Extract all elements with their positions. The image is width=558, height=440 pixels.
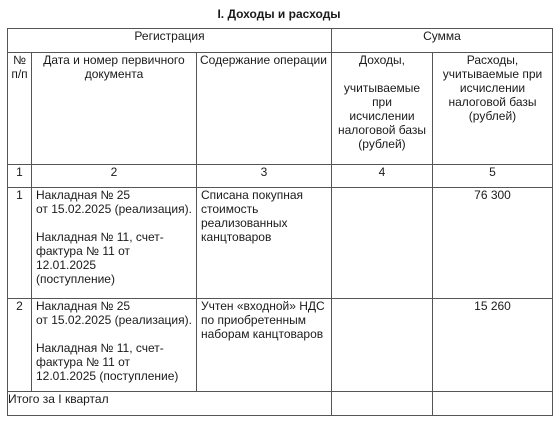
- header-row-columns: [8, 53, 553, 165]
- row-operation: Учтен «входной» НДС по приобретенным наборам канцтоваров: [197, 299, 332, 392]
- row-number: 1: [8, 188, 32, 299]
- header-row-top: [8, 29, 553, 53]
- row-number: 2: [8, 299, 32, 392]
- income-expense-table: [7, 28, 553, 416]
- total-expense: [433, 392, 553, 416]
- col-header-expense: Расходы, учитываемые при исчислении налоговой базы (рублей): [433, 53, 553, 165]
- column-number: 2: [32, 165, 197, 188]
- row-operation: Списана покупная стоимость реализованных канцтоваров: [197, 188, 332, 299]
- document-receipt: Накладная № 11, счет- фактура № 11 от 12.01.2025 (поступление): [36, 230, 164, 286]
- total-income: [332, 392, 433, 416]
- col-header-operation: Содержание операции: [197, 53, 332, 165]
- row-document: [32, 188, 197, 299]
- total-row: [8, 392, 553, 416]
- table-row: [8, 299, 553, 392]
- col-header-num: № п/п: [8, 53, 32, 165]
- document-sale: Накладная № 25 от 15.02.2025 (реализация).: [36, 188, 192, 216]
- row-document: [32, 299, 197, 392]
- document-sale: Накладная № 25 от 15.02.2025 (реализация).: [36, 299, 192, 327]
- row-expense: 15 260: [433, 299, 553, 392]
- col-header-income: Доходы, учитываемые при исчислении налоговой базы (рублей): [332, 53, 433, 165]
- row-expense: 76 300: [433, 188, 553, 299]
- registration-header: Регистрация: [8, 29, 332, 53]
- table-row: [8, 188, 553, 299]
- col-header-document: Дата и номер первичного документа: [32, 53, 197, 165]
- section-title: I. Доходы и расходы: [217, 7, 341, 21]
- sum-header: Сумма: [332, 29, 553, 53]
- column-number: 1: [8, 165, 32, 188]
- column-number: 4: [332, 165, 433, 188]
- row-income: [332, 299, 433, 392]
- row-income: [332, 188, 433, 299]
- column-number: 5: [433, 165, 553, 188]
- total-label: Итого за I квартал: [8, 392, 332, 416]
- document-receipt: Накладная № 11, счет- фактура № 11 от 12.01.2025 (поступление): [36, 341, 179, 383]
- column-number: 3: [197, 165, 332, 188]
- column-number-row: [8, 165, 553, 188]
